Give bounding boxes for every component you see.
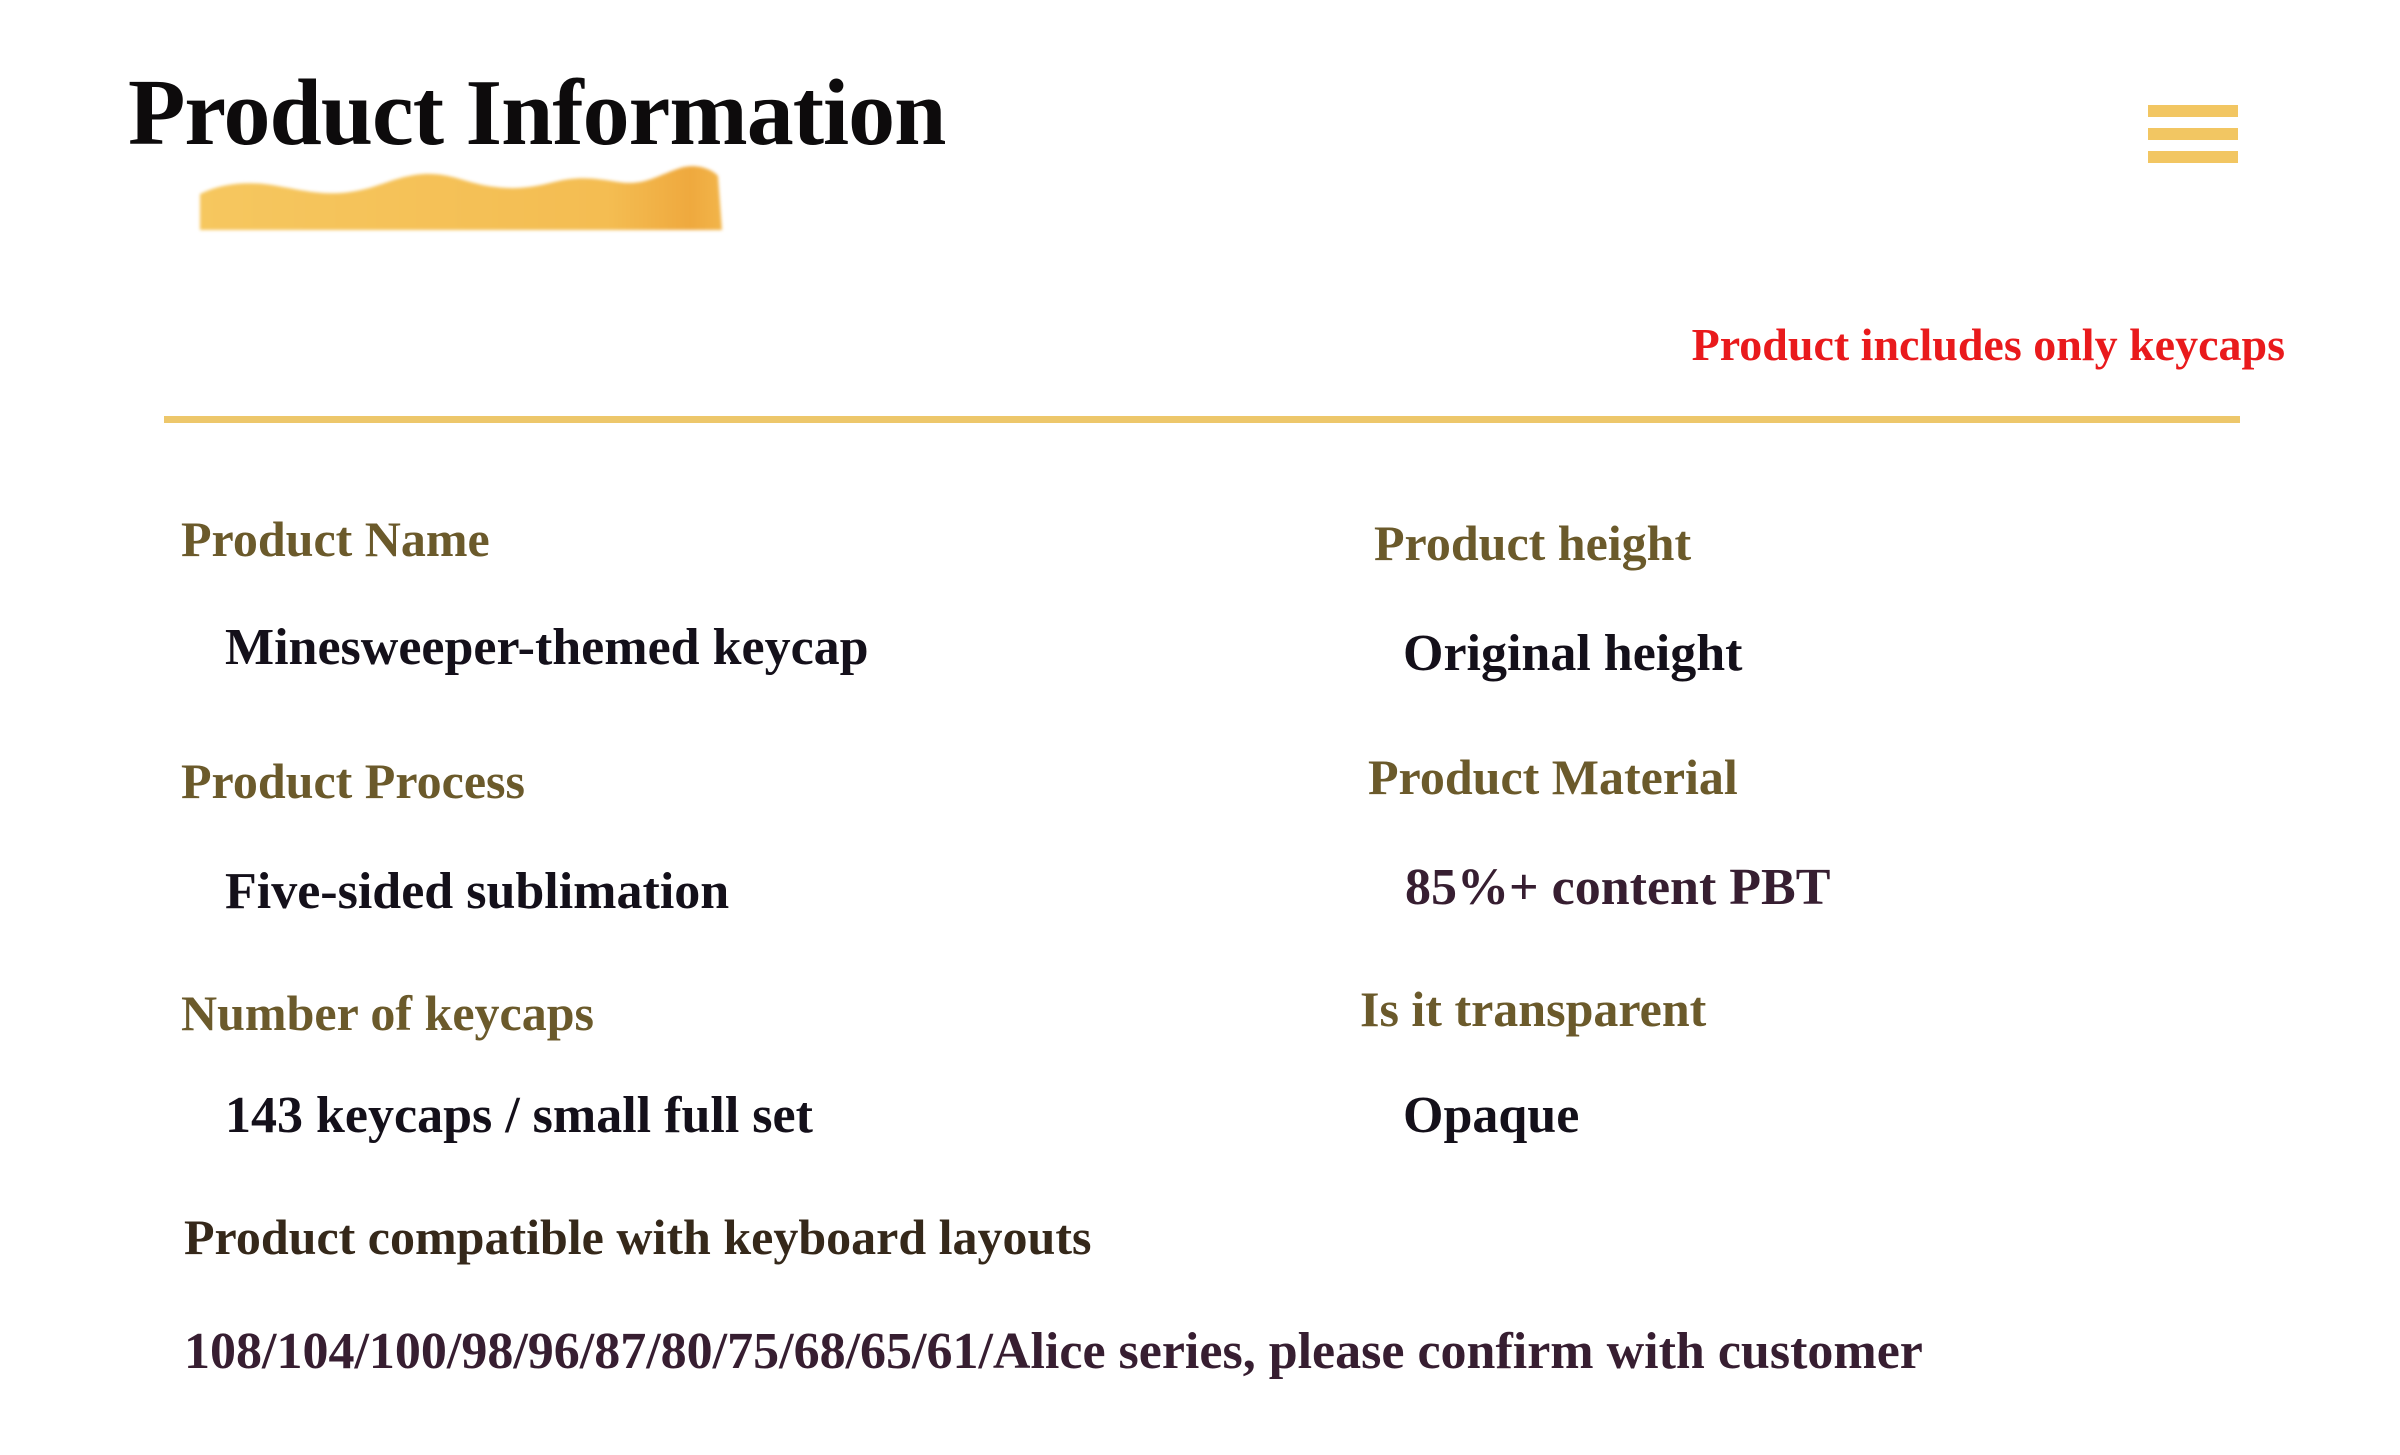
hamburger-menu-button[interactable] — [2148, 105, 2238, 163]
product-material-value: 85%+ content PBT — [1405, 859, 1831, 916]
compatible-layouts-value: 108/104/100/98/96/87/80/75/68/65/61/Alice series, please confirm with customer — [184, 1323, 1923, 1380]
transparency-value: Opaque — [1403, 1087, 1580, 1144]
hamburger-menu-icon — [2148, 128, 2238, 140]
product-material-label: Product Material — [1368, 749, 1738, 805]
product-name-label: Product Name — [181, 511, 490, 567]
product-height-value: Original height — [1403, 625, 1743, 682]
product-process-label: Product Process — [181, 753, 525, 809]
compatible-layouts-label: Product compatible with keyboard layouts — [184, 1209, 1092, 1265]
transparency-label: Is it transparent — [1360, 981, 1707, 1037]
product-height-label: Product height — [1374, 515, 1692, 571]
product-process-value: Five-sided sublimation — [225, 863, 730, 920]
title-highlight-brush — [198, 164, 734, 234]
section-divider — [164, 416, 2240, 423]
hamburger-menu-icon — [2148, 151, 2238, 163]
keycap-count-value: 143 keycaps / small full set — [225, 1087, 813, 1144]
product-name-value: Minesweeper-themed keycap — [225, 619, 869, 676]
hamburger-menu-icon — [2148, 105, 2238, 117]
page-title: Product Information — [128, 61, 946, 165]
keycap-count-label: Number of keycaps — [181, 985, 594, 1041]
only-keycaps-note: Product includes only keycaps — [1691, 319, 2285, 370]
